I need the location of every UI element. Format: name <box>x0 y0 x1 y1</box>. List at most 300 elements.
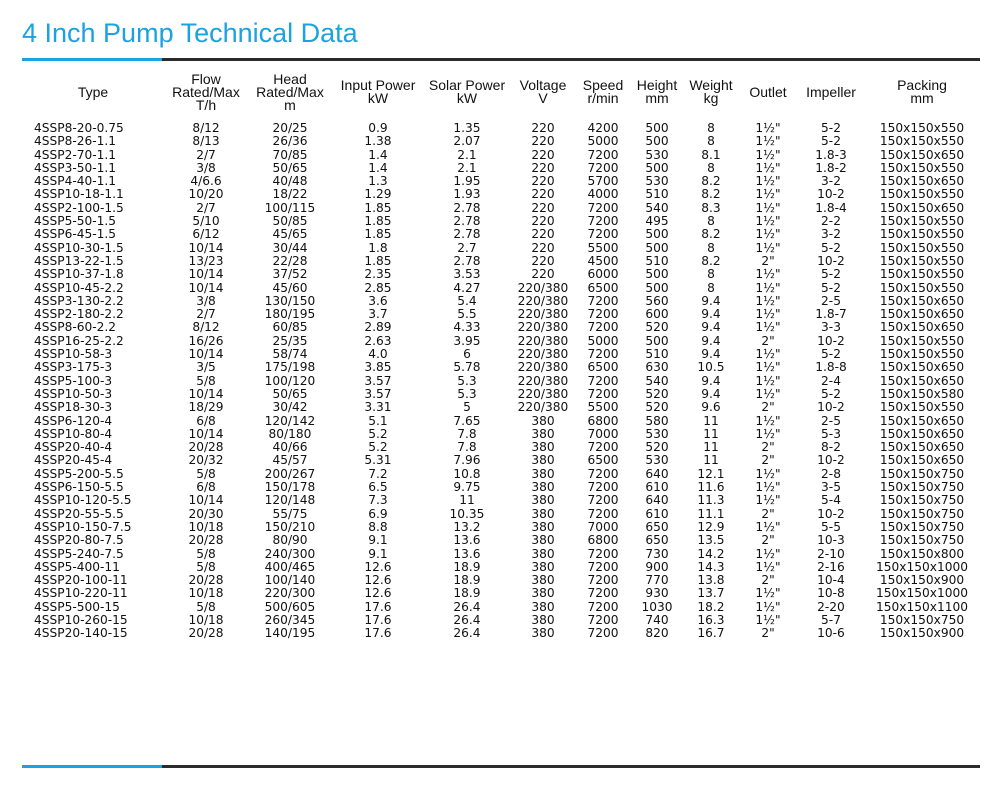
table-row <box>22 614 980 627</box>
cell-head: 60/85 <box>272 321 308 335</box>
cell-packing: 150x150x550 <box>879 215 965 229</box>
cell-outlet: 2" <box>761 254 775 268</box>
cell-outlet: 1½" <box>755 135 781 149</box>
cell-packing: 150x150x550 <box>879 268 965 282</box>
cell-input-power: 3.7 <box>368 308 388 322</box>
cell-impeller: 1.8-3 <box>815 148 847 162</box>
cell-outlet: 1½" <box>755 215 781 229</box>
cell-outlet: 2" <box>761 627 775 641</box>
cell-input-power: 17.6 <box>364 600 392 614</box>
cell-outlet: 1½" <box>755 600 781 614</box>
cell-type: 4SSP8-20-0.75 <box>34 121 124 135</box>
cell-speed: 4500 <box>587 254 619 268</box>
cell-outlet: 2" <box>761 507 775 521</box>
table-row <box>22 534 980 547</box>
cell-type: 4SSP10-58-3 <box>34 348 113 362</box>
cell-flow: 2/7 <box>196 201 216 215</box>
cell-packing: 150x150x550 <box>879 401 965 415</box>
cell-solar-power: 7.65 <box>453 414 481 428</box>
cell-solar-power: 18.9 <box>453 574 481 588</box>
cell-voltage: 220 <box>531 188 555 202</box>
cell-impeller: 5-2 <box>821 268 841 282</box>
cell-packing: 150x150x650 <box>879 414 965 428</box>
cell-speed: 6500 <box>587 361 619 375</box>
cell-flow: 3/8 <box>196 161 216 175</box>
cell-type: 4SSP10-80-4 <box>34 427 113 441</box>
cell-solar-power: 7.8 <box>457 441 477 455</box>
cell-weight: 8.1 <box>701 148 721 162</box>
cell-outlet: 1½" <box>755 188 781 202</box>
column-header-line: m <box>284 96 296 113</box>
cell-solar-power: 26.4 <box>453 627 481 641</box>
table-body <box>22 118 980 641</box>
cell-speed: 7200 <box>587 574 619 588</box>
cell-solar-power: 10.8 <box>453 467 481 481</box>
cell-flow: 8/12 <box>192 321 220 335</box>
cell-type: 4SSP5-100-3 <box>34 374 113 388</box>
cell-weight: 10.5 <box>697 361 725 375</box>
cell-voltage: 220 <box>531 135 555 149</box>
cell-outlet: 1½" <box>755 148 781 162</box>
cell-outlet: 1½" <box>755 427 781 441</box>
cell-input-power: 1.4 <box>368 161 388 175</box>
cell-weight: 9.4 <box>701 334 721 348</box>
table-row <box>22 494 980 507</box>
cell-head: 22/28 <box>272 254 308 268</box>
cell-type: 4SSP10-120-5.5 <box>34 494 132 508</box>
cell-impeller: 10-2 <box>817 454 845 468</box>
cell-type: 4SSP3-130-2.2 <box>34 294 124 308</box>
cell-flow: 6/8 <box>196 414 216 428</box>
cell-height: 650 <box>645 534 669 548</box>
cell-flow: 10/14 <box>188 387 224 401</box>
cell-flow: 5/8 <box>196 374 216 388</box>
cell-speed: 7200 <box>587 294 619 308</box>
cell-speed: 5500 <box>587 401 619 415</box>
cell-height: 520 <box>645 401 669 415</box>
cell-outlet: 1½" <box>755 348 781 362</box>
cell-solar-power: 10.35 <box>449 507 485 521</box>
column-header-line: Type <box>77 83 109 100</box>
cell-outlet: 1½" <box>755 560 781 574</box>
cell-input-power: 2.63 <box>364 334 392 348</box>
cell-packing: 150x150x750 <box>879 494 965 508</box>
bottom-divider-accent <box>22 765 162 768</box>
cell-height: 500 <box>645 228 669 242</box>
cell-flow: 5/8 <box>196 547 216 561</box>
cell-weight: 11.6 <box>697 481 725 495</box>
cell-head: 260/345 <box>264 613 316 627</box>
cell-speed: 6500 <box>587 281 619 295</box>
cell-impeller: 3-2 <box>821 175 841 189</box>
cell-height: 610 <box>645 507 669 521</box>
cell-type: 4SSP16-25-2.2 <box>34 334 124 348</box>
cell-flow: 18/29 <box>188 401 224 415</box>
cell-flow: 10/14 <box>188 494 224 508</box>
cell-height: 730 <box>645 547 669 561</box>
cell-head: 70/85 <box>272 148 308 162</box>
table-row <box>22 388 980 401</box>
cell-voltage: 380 <box>531 427 555 441</box>
cell-impeller: 3-2 <box>821 228 841 242</box>
cell-head: 100/120 <box>264 374 316 388</box>
cell-outlet: 1½" <box>755 520 781 534</box>
table-row <box>22 441 980 454</box>
column-header-line: r/min <box>587 90 619 106</box>
cell-impeller: 10-2 <box>817 507 845 521</box>
column-header-line: mm <box>910 90 934 106</box>
table-header-row <box>22 66 980 118</box>
cell-speed: 7200 <box>587 481 619 495</box>
cell-solar-power: 2.07 <box>453 135 481 149</box>
cell-voltage: 380 <box>531 441 555 455</box>
cell-input-power: 12.6 <box>364 560 392 574</box>
cell-input-power: 1.85 <box>364 228 392 242</box>
cell-solar-power: 4.33 <box>453 321 481 335</box>
column-header-head <box>248 66 332 118</box>
cell-voltage: 380 <box>531 613 555 627</box>
cell-impeller: 2-10 <box>817 547 845 561</box>
cell-solar-power: 1.95 <box>453 175 481 189</box>
cell-impeller: 2-4 <box>821 374 841 388</box>
cell-height: 530 <box>645 454 669 468</box>
cell-input-power: 1.29 <box>364 188 392 202</box>
cell-input-power: 3.85 <box>364 361 392 375</box>
cell-speed: 5000 <box>587 135 619 149</box>
column-header-line: Speed <box>582 77 624 93</box>
pump-data-table <box>22 66 980 641</box>
cell-packing: 150x150x650 <box>879 427 965 441</box>
cell-height: 500 <box>645 334 669 348</box>
column-header-line: Input Power <box>340 77 416 93</box>
cell-input-power: 3.31 <box>364 401 392 415</box>
cell-impeller: 10-3 <box>817 534 845 548</box>
cell-weight: 12.9 <box>697 520 725 534</box>
cell-height: 630 <box>645 361 669 375</box>
cell-solar-power: 26.4 <box>453 600 481 614</box>
cell-speed: 7200 <box>587 387 619 401</box>
cell-packing: 150x150x550 <box>879 334 965 348</box>
cell-solar-power: 2.1 <box>457 148 477 162</box>
cell-height: 1030 <box>641 600 673 614</box>
cell-input-power: 0.9 <box>368 121 388 135</box>
cell-height: 530 <box>645 148 669 162</box>
cell-weight: 9.4 <box>701 387 721 401</box>
cell-packing: 150x150x750 <box>879 520 965 534</box>
cell-weight: 13.7 <box>697 587 725 601</box>
cell-flow: 10/14 <box>188 427 224 441</box>
cell-head: 220/300 <box>264 587 316 601</box>
cell-head: 55/75 <box>272 507 308 521</box>
cell-voltage: 380 <box>531 467 555 481</box>
table-row <box>22 308 980 321</box>
cell-solar-power: 13.6 <box>453 547 481 561</box>
cell-packing: 150x150x1000 <box>876 560 968 574</box>
cell-type: 4SSP3-50-1.1 <box>34 161 117 175</box>
cell-impeller: 2-8 <box>821 467 841 481</box>
cell-height: 500 <box>645 241 669 255</box>
table-row <box>22 268 980 281</box>
cell-speed: 7200 <box>587 321 619 335</box>
cell-voltage: 220/380 <box>517 361 569 375</box>
cell-input-power: 1.85 <box>364 215 392 229</box>
cell-impeller: 2-16 <box>817 560 845 574</box>
cell-flow: 20/28 <box>188 574 224 588</box>
cell-outlet: 1½" <box>755 201 781 215</box>
cell-type: 4SSP5-500-15 <box>34 600 120 614</box>
column-header-line: mm <box>645 90 669 106</box>
cell-head: 18/22 <box>272 188 308 202</box>
cell-flow: 20/28 <box>188 627 224 641</box>
cell-head: 40/66 <box>272 441 308 455</box>
cell-flow: 5/8 <box>196 600 216 614</box>
cell-head: 200/267 <box>264 467 316 481</box>
cell-type: 4SSP18-30-3 <box>34 401 113 415</box>
table-row <box>22 321 980 334</box>
column-header-packing <box>864 66 980 118</box>
cell-voltage: 220/380 <box>517 308 569 322</box>
table-row <box>22 548 980 561</box>
cell-speed: 7200 <box>587 613 619 627</box>
cell-solar-power: 5.3 <box>457 374 477 388</box>
column-header-line: Rated/Max <box>256 83 324 100</box>
cell-voltage: 380 <box>531 507 555 521</box>
cell-packing: 150x150x550 <box>879 281 965 295</box>
column-header-line: Rated/Max <box>172 83 240 100</box>
page-title: 4 Inch Pump Technical Data <box>22 18 358 48</box>
cell-speed: 5000 <box>587 334 619 348</box>
cell-height: 510 <box>645 188 669 202</box>
cell-flow: 6/8 <box>196 481 216 495</box>
cell-input-power: 2.35 <box>364 268 392 282</box>
cell-speed: 7200 <box>587 494 619 508</box>
cell-head: 37/52 <box>272 268 308 282</box>
cell-type: 4SSP8-60-2.2 <box>34 321 117 335</box>
column-header-flow <box>164 66 248 118</box>
cell-outlet: 1½" <box>755 613 781 627</box>
cell-height: 740 <box>645 613 669 627</box>
cell-speed: 7200 <box>587 507 619 521</box>
cell-flow: 10/18 <box>188 613 224 627</box>
cell-impeller: 10-2 <box>817 254 845 268</box>
cell-speed: 7200 <box>587 600 619 614</box>
cell-input-power: 8.8 <box>368 520 388 534</box>
cell-weight: 8 <box>707 121 715 135</box>
cell-weight: 11.3 <box>697 494 725 508</box>
cell-solar-power: 26.4 <box>453 613 481 627</box>
cell-speed: 4000 <box>587 188 619 202</box>
cell-head: 45/60 <box>272 281 308 295</box>
cell-outlet: 1½" <box>755 321 781 335</box>
cell-solar-power: 2.78 <box>453 215 481 229</box>
cell-weight: 11.1 <box>697 507 725 521</box>
cell-impeller: 5-2 <box>821 348 841 362</box>
cell-input-power: 1.3 <box>368 175 388 189</box>
cell-input-power: 12.6 <box>364 587 392 601</box>
bottom-divider <box>22 765 980 768</box>
cell-weight: 11 <box>703 454 719 468</box>
cell-flow: 10/14 <box>188 241 224 255</box>
cell-head: 50/85 <box>272 215 308 229</box>
table-row <box>22 188 980 201</box>
cell-packing: 150x150x750 <box>879 613 965 627</box>
cell-voltage: 220 <box>531 268 555 282</box>
cell-speed: 7200 <box>587 215 619 229</box>
cell-head: 175/198 <box>264 361 316 375</box>
cell-weight: 8.2 <box>701 175 721 189</box>
cell-head: 25/35 <box>272 334 308 348</box>
cell-weight: 11 <box>703 414 719 428</box>
cell-flow: 16/26 <box>188 334 224 348</box>
cell-solar-power: 2.1 <box>457 161 477 175</box>
cell-solar-power: 5.3 <box>457 387 477 401</box>
cell-type: 4SSP2-180-2.2 <box>34 308 124 322</box>
cell-height: 540 <box>645 374 669 388</box>
top-divider-accent <box>22 58 162 61</box>
cell-solar-power: 2.78 <box>453 254 481 268</box>
cell-solar-power: 2.7 <box>457 241 477 255</box>
column-header-solar-power <box>424 66 510 118</box>
cell-impeller: 1.8-2 <box>815 161 847 175</box>
cell-impeller: 10-4 <box>817 574 845 588</box>
cell-impeller: 5-2 <box>821 121 841 135</box>
cell-flow: 4/6.6 <box>190 175 222 189</box>
table-row <box>22 242 980 255</box>
cell-voltage: 380 <box>531 534 555 548</box>
cell-weight: 18.2 <box>697 600 725 614</box>
cell-type: 4SSP10-18-1.1 <box>34 188 124 202</box>
cell-packing: 150x150x750 <box>879 467 965 481</box>
cell-speed: 7000 <box>587 520 619 534</box>
cell-voltage: 220/380 <box>517 294 569 308</box>
cell-height: 600 <box>645 308 669 322</box>
cell-weight: 9.4 <box>701 348 721 362</box>
cell-input-power: 6.9 <box>368 507 388 521</box>
cell-height: 640 <box>645 494 669 508</box>
cell-voltage: 220/380 <box>517 321 569 335</box>
cell-type: 4SSP4-40-1.1 <box>34 175 117 189</box>
cell-voltage: 220/380 <box>517 401 569 415</box>
cell-speed: 7200 <box>587 374 619 388</box>
table-row <box>22 627 980 640</box>
cell-packing: 150x150x650 <box>879 308 965 322</box>
cell-speed: 7200 <box>587 308 619 322</box>
cell-voltage: 380 <box>531 481 555 495</box>
table-row <box>22 335 980 348</box>
cell-input-power: 5.31 <box>364 454 392 468</box>
cell-speed: 6500 <box>587 454 619 468</box>
cell-impeller: 10-2 <box>817 334 845 348</box>
cell-speed: 4200 <box>587 121 619 135</box>
cell-weight: 12.1 <box>697 467 725 481</box>
cell-weight: 8.2 <box>701 228 721 242</box>
cell-input-power: 2.85 <box>364 281 392 295</box>
cell-input-power: 6.5 <box>368 481 388 495</box>
column-header-line: Voltage <box>519 77 567 93</box>
cell-solar-power: 1.93 <box>453 188 481 202</box>
cell-impeller: 5-5 <box>821 520 841 534</box>
cell-height: 530 <box>645 175 669 189</box>
table-row <box>22 361 980 374</box>
cell-packing: 150x150x750 <box>879 507 965 521</box>
cell-weight: 9.4 <box>701 374 721 388</box>
cell-voltage: 380 <box>531 587 555 601</box>
cell-voltage: 380 <box>531 547 555 561</box>
cell-packing: 150x150x550 <box>879 348 965 362</box>
column-header-input-power <box>332 66 424 118</box>
cell-outlet: 1½" <box>755 308 781 322</box>
cell-input-power: 17.6 <box>364 627 392 641</box>
column-header-speed <box>576 66 630 118</box>
cell-speed: 7200 <box>587 201 619 215</box>
cell-impeller: 5-2 <box>821 281 841 295</box>
cell-flow: 5/10 <box>192 215 220 229</box>
cell-input-power: 1.8 <box>368 241 388 255</box>
cell-flow: 10/14 <box>188 268 224 282</box>
cell-packing: 150x150x900 <box>879 574 965 588</box>
cell-weight: 14.2 <box>697 547 725 561</box>
cell-flow: 5/8 <box>196 467 216 481</box>
table-row <box>22 162 980 175</box>
cell-head: 80/90 <box>272 534 308 548</box>
cell-outlet: 1½" <box>755 294 781 308</box>
cell-flow: 8/13 <box>192 135 220 149</box>
cell-input-power: 17.6 <box>364 613 392 627</box>
top-divider <box>22 58 980 61</box>
cell-head: 400/465 <box>264 560 316 574</box>
cell-head: 50/65 <box>272 387 308 401</box>
cell-height: 580 <box>645 414 669 428</box>
cell-head: 180/195 <box>264 308 316 322</box>
cell-height: 520 <box>645 321 669 335</box>
cell-flow: 20/28 <box>188 441 224 455</box>
cell-height: 500 <box>645 161 669 175</box>
cell-input-power: 1.38 <box>364 135 392 149</box>
cell-height: 930 <box>645 587 669 601</box>
table-row <box>22 415 980 428</box>
cell-outlet: 1½" <box>755 414 781 428</box>
cell-head: 120/142 <box>264 414 316 428</box>
cell-height: 510 <box>645 254 669 268</box>
cell-flow: 3/5 <box>196 361 216 375</box>
cell-packing: 150x150x650 <box>879 201 965 215</box>
cell-height: 640 <box>645 467 669 481</box>
cell-height: 770 <box>645 574 669 588</box>
cell-height: 650 <box>645 520 669 534</box>
cell-height: 520 <box>645 387 669 401</box>
cell-head: 100/115 <box>264 201 316 215</box>
cell-type: 4SSP10-260-15 <box>34 613 128 627</box>
table-row <box>22 587 980 600</box>
cell-height: 530 <box>645 427 669 441</box>
cell-speed: 7200 <box>587 348 619 362</box>
table-row <box>22 401 980 414</box>
column-header-height <box>630 66 684 118</box>
cell-voltage: 220/380 <box>517 334 569 348</box>
cell-packing: 150x150x650 <box>879 294 965 308</box>
cell-outlet: 1½" <box>755 161 781 175</box>
cell-input-power: 9.1 <box>368 534 388 548</box>
column-header-line: T/h <box>195 96 217 113</box>
cell-type: 4SSP20-55-5.5 <box>34 507 124 521</box>
cell-head: 58/74 <box>272 348 308 362</box>
cell-weight: 8 <box>707 281 715 295</box>
column-header-line: kW <box>367 90 389 106</box>
cell-weight: 8.2 <box>701 254 721 268</box>
cell-impeller: 8-2 <box>821 441 841 455</box>
cell-speed: 6800 <box>587 534 619 548</box>
table-row <box>22 348 980 361</box>
